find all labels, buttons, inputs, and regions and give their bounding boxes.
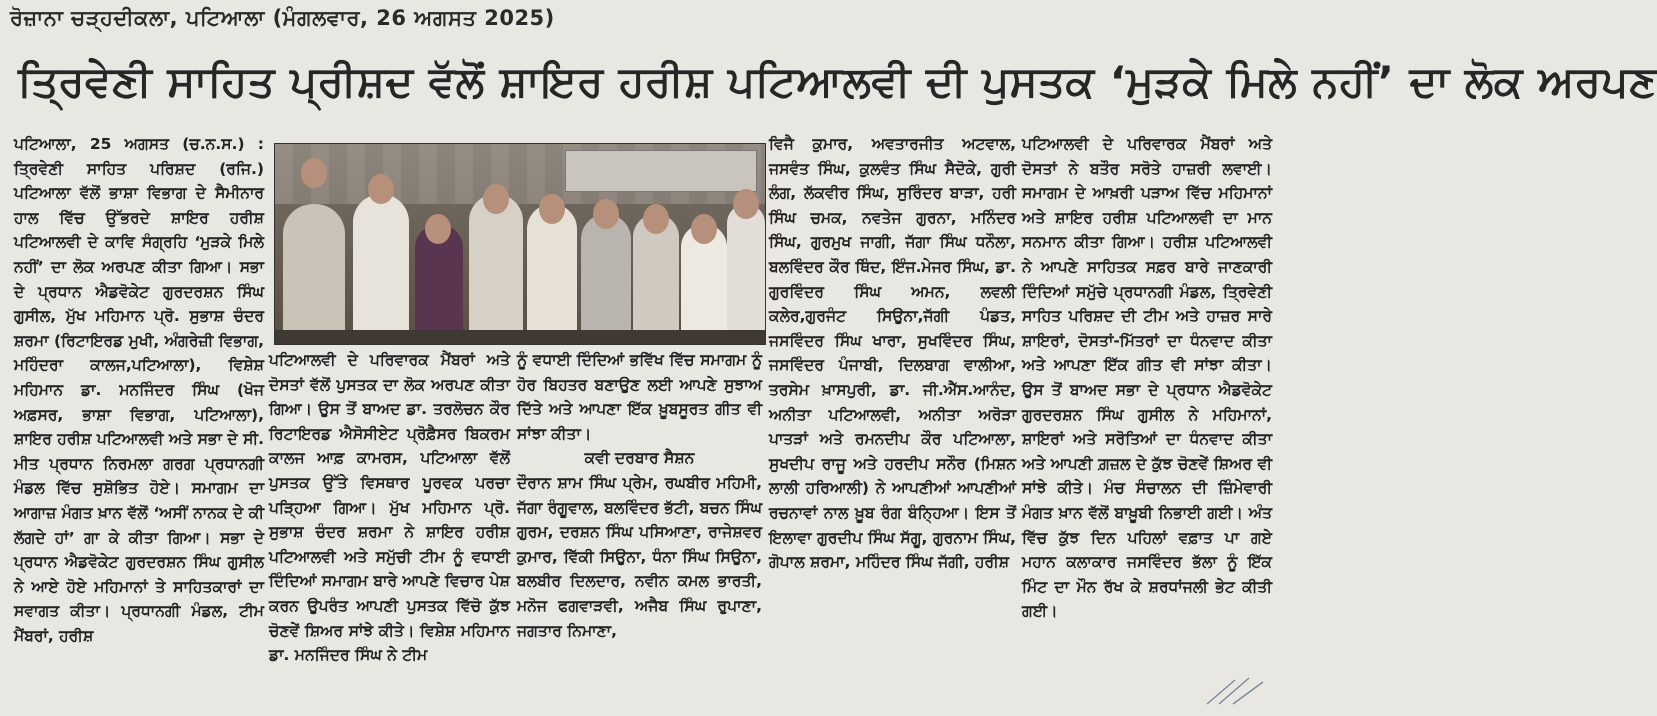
photo-person-head (425, 214, 451, 244)
column-1-text: ਪਟਿਆਲਾ, 25 ਅਗਸਤ (ਚ.ਨ.ਸ.) : ਤ੍ਰਿਵੇਣੀ ਸਾਹਿਤ ਪਰਿਸ਼ਦ (ਰਜਿ.) ਪਟਿਆਲਾ ਵੱਲੋਂ ਭਾਸ਼ਾ ਵਿਭਾਗ ਦੇ ਸੈਮੀਨਾਰ ਹਾਲ ਵਿੱਚ ਉੱਭਰਦੇ ਸ਼ਾਇਰ ਹਰੀਸ਼ ਪਟਿਆਲਵੀ ਦੇ ਕਾਵਿ ਸੰਗ੍ਰਹਿ ‘ਮੁੜਕੇ ਮਿਲੇ ਨਹੀਂ’ ਦਾ ਲੋਕ ਅਰਪਣ ਕੀਤਾ ਗਿਆ। ਸਭਾ ਦੇ ਪ੍ਰਧਾਨ ਐਡਵੋਕੇਟ ਗੁਰਦਰਸ਼ਨ ਸਿੰਘ ਗੁਸੀਲ, ਮੁੱਖ ਮਹਿਮਾਨ ਪ੍ਰੋ. ਸੁਭਾਸ਼ ਚੰਦਰ ਸ਼ਰਮਾ (ਰਿਟਾਇਰਡ ਮੁਖੀ, ਅੰਗਰੇਜ਼ੀ ਵਿਭਾਗ, ਮਹਿੰਦਰਾ ਕਾਲਜ,ਪਟਿਆਲਾ), ਵਿਸ਼ੇਸ਼ ਮਹਿਮਾਨ ਡਾ. ਮਨਜਿੰਦਰ ਸਿੰਘ (ਖੋਜ ਅਫ਼ਸਰ, ਭਾਸ਼ਾ ਵਿਭਾਗ, ਪਟਿਆਲਾ), ਸ਼ਾਇਰ ਹਰੀਸ਼ ਪਟਿਆਲਵੀ ਅਤੇ ਸਭਾ ਦੇ ਸੀ. ਮੀਤ ਪ੍ਰਧਾਨ ਨਿਰਮਲਾ ਗਰਗ ਪ੍ਰਧਾਨਗੀ ਮੰਡਲ ਵਿੱਚ ਸੁਸ਼ੋਭਿਤ ਹੋਏ। ਸਮਾਗਮ ਦਾ ਆਗਾਜ਼ ਮੰਗਤ ਖ਼ਾਨ ਵੱਲੋਂ ‘ਅਸੀਂ ਨਾਨਕ ਦੇ ਕੀ ਲੱਗਦੇ ਹਾਂ’ ਗਾ ਕੇ ਕੀਤਾ ਗਿਆ। ਸਭਾ ਦੇ ਪ੍ਰਧਾਨ ਐਡਵੋਕੇਟ ਗੁਰਦਰਸ਼ਨ ਸਿੰਘ ਗੁਸੀਲ ਨੇ ਆਏ ਹੋਏ ਮਹਿਮਾਨਾਂ ਤੇ ਸਾਹਿਤਕਾਰਾਂ ਦਾ ਸਵਾਗਤ ਕੀਤਾ। ਪ੍ਰਧਾਨਗੀ ਮੰਡਲ, ਟੀਮ ਮੈਂਬਰਾਂ, ਹਰੀਸ਼ (14, 135, 264, 645)
event-photo (274, 143, 766, 345)
photo-person-head (368, 174, 394, 204)
masthead: ਰੋਜ਼ਾਨਾ ਚੜ੍ਹਦੀਕਲਾ, ਪਟਿਆਲਾ (ਮੰਗਲਵਾਰ, 26 ਅਗਸਤ 2025) (10, 6, 555, 30)
photo-person-head (733, 189, 759, 219)
column-3-text-c: ਦੌਰਾਨ ਸ਼ਾਮ ਸਿੰਘ ਪ੍ਰੇਮ, ਰਘਬੀਰ ਮਹਿਮੀ, ਜੱਗਾ ਰੰਗੂਵਾਲ, ਬਲਵਿੰਦਰ ਭੱਟੀ, ਬਚਨ ਸਿੰਘ ਗੁਰਮ, ਦਰਸ਼ਨ ਸਿੰਘ ਪਸਿਆਣਾ, ਰਾਜੇਸ਼ਵਰ ਕੁਮਾਰ, ਵਿੱਕੀ ਸਿਉਨਾ, ਧੰਨਾ ਸਿੰਘ ਸਿਉਨਾ, ਬਲਬੀਰ ਦਿਲਦਾਰ, ਨਵੀਨ ਕਮਲ ਭਾਰਤੀ, ਮਨੋਜ ਫਗਵਾੜਵੀ, ਅਜੈਬ ਸਿੰਘ ਰੁਪਾਣਾ, ਜਗਤਾਰ ਨਿਮਾਣਾ, (517, 473, 762, 640)
article-column-3 (517, 348, 762, 712)
column-4-text: ਵਿਜੈ ਕੁਮਾਰ, ਅਵਤਾਰਜੀਤ ਅਟਵਾਲ, ਜਸਵੰਤ ਸਿੰਘ, ਕੁਲਵੰਤ ਸਿੰਘ ਸੈਦੋਕੇ, ਗੁਰੀ ਲੰਗ, ਲੱਕਵੀਰ ਸਿੰਘ, ਸੁਰਿੰਦਰ ਬਾੜਾ, ਹਰੀ ਸਿੰਘ ਚਮਕ, ਨਵਤੇਜ ਗੁਰਨਾ, ਮਨਿੰਦਰ ਸਿੰਘ, ਗੁਰਮੁਖ ਜਾਗੀ, ਜੱਗਾ ਸਿੰਘ ਧਨੌਲਾ, ਬਲਵਿੰਦਰ ਕੌਰ ਥਿੰਦ, ਇੰਜ.ਮੇਜਰ ਸਿੰਘ, ਡਾ. ਗੁਰਵਿੰਦਰ ਸਿੰਘ ਅਮਨ, ਲਵਲੀ ਕਲੇਰ,ਗੁਰਜੰਟ ਸਿਉਨਾ,ਜੱਗੀ ਪੰਡਤ, ਜਸਵਿੰਦਰ ਸਿੰਘ ਖਾਰਾ, ਸੁਖਵਿੰਦਰ ਸਿੰਘ, ਜਸਵਿੰਦਰ ਪੰਜਾਬੀ, ਦਿਲਬਾਗ ਵਾਲੀਆ, ਤਰਸੇਮ ਖ਼ਾਸਪੁਰੀ, ਡਾ. ਜੀ.ਐੱਸ.ਆਨੰਦ, ਅਨੀਤਾ ਪਟਿਆਲਵੀ, ਅਨੀਤਾ ਅਰੋੜਾ ਪਾਤੜਾਂ ਅਤੇ ਰਮਨਦੀਪ ਕੌਰ ਪਟਿਆਲਾ, ਸੁਖਦੀਪ ਰਾਜੂ ਅਤੇ ਹਰਦੀਪ ਸਨੌਰ (ਮਿਸ਼ਨ ਲਾਲੀ ਹਰਿਆਲੀ) ਨੇ ਆਪਣੀਆਂ ਆਪਣੀਆਂ ਰਚਨਾਵਾਂ ਨਾਲ ਖ਼ੂਬ ਰੰਗ ਬੰਨ੍ਹਿਆ। ਇਸ ਤੋਂ ਇਲਾਵਾ ਗੁਰਦੀਪ ਸਿੰਘ ਸੱਗੂ, ਗੁਰਨਾਮ ਸਿੰਘ, ਗੋਪਾਲ ਸ਼ਰਮਾ, ਮਹਿੰਦਰ ਸਿੰਘ ਜੱਗੀ, ਹਰੀਸ਼ (769, 135, 1016, 572)
photo-banner (565, 150, 757, 192)
column-2-text: ਪਟਿਆਲਵੀ ਦੇ ਪਰਿਵਾਰਕ ਮੈਂਬਰਾਂ ਅਤੇ ਦੋਸਤਾਂ ਵੱਲੋਂ ਪੁਸਤਕ ਦਾ ਲੋਕ ਅਰਪਣ ਕੀਤਾ ਗਿਆ। ਉਸ ਤੋਂ ਬਾਅਦ ਡਾ. ਤਰਲੋਚਨ ਕੌਰ ਰਿਟਾਇਰਡ ਐਸੋਸੀਏਟ ਪ੍ਰੋਫ਼ੈਸਰ ਬਿਕਰਮ ਕਾਲਜ ਆਫ਼ ਕਾਮਰਸ, ਪਟਿਆਲਾ ਵੱਲੋਂ ਪੁਸਤਕ ਉੱਤੇ ਵਿਸਥਾਰ ਪੂਰਵਕ ਪਰਚਾ ਪੜ੍ਹਿਆ ਗਿਆ। ਮੁੱਖ ਮਹਿਮਾਨ ਪ੍ਰੋ. ਸੁਭਾਸ਼ ਚੰਦਰ ਸ਼ਰਮਾ ਨੇ ਸ਼ਾਇਰ ਹਰੀਸ਼ ਪਟਿਆਲਵੀ ਅਤੇ ਸਮੁੱਚੀ ਟੀਮ ਨੂੰ ਵਧਾਈ ਦਿੰਦਿਆਂ ਸਮਾਗਮ ਬਾਰੇ ਆਪਣੇ ਵਿਚਾਰ ਪੇਸ਼ ਕਰਨ ਉਪਰੰਤ ਆਪਣੀ ਪੁਸਤਕ ਵਿੱਚੋ ਕੁੱਝ ਚੋਣਵੇਂ ਸ਼ਿਅਰ ਸਾਂਝੇ ਕੀਤੇ। ਵਿਸ਼ੇਸ਼ ਮਹਿਮਾਨ ਡਾ. ਮਨਜਿੰਦਰ ਸਿੰਘ ਨੇ ਟੀਮ (269, 351, 510, 665)
column-3-text-a: ਨੂੰ ਵਧਾਈ ਦਿੰਦਿਆਂ ਭਵਿੱਖ ਵਿੱਚ ਸਮਾਗਮ ਨੂੰ ਹੋਰ ਬਿਹਤਰ ਬਣਾਉਣ ਲਈ ਆਪਣੇ ਸੁਝਾਅ ਦਿੱਤੇ ਅਤੇ ਆਪਣਾ ਇੱਕ ਖ਼ੂਬਸੂਰਤ ਗੀਤ ਵੀ ਸਾਂਝਾ ਕੀਤਾ। (517, 351, 762, 443)
article-column-2 (269, 348, 510, 712)
photo-person-head (593, 199, 619, 229)
column-5-text: ਪਟਿਆਲਵੀ ਦੇ ਪਰਿਵਾਰਕ ਮੈਂਬਰਾਂ ਅਤੇ ਦੋਸਤਾਂ ਨੇ ਬਤੌਰ ਸਰੋਤੇ ਹਾਜ਼ਰੀ ਲਵਾਈ। ਸਮਾਗਮ ਦੇ ਆਖ਼ਰੀ ਪੜਾਅ ਵਿੱਚ ਮਹਿਮਾਨਾਂ ਅਤੇ ਸ਼ਾਇਰ ਹਰੀਸ਼ ਪਟਿਆਲਵੀ ਦਾ ਮਾਨ ਸਨਮਾਨ ਕੀਤਾ ਗਿਆ। ਹਰੀਸ਼ ਪਟਿਆਲਵੀ ਨੇ ਆਪਣੇ ਸਾਹਿਤਕ ਸਫ਼ਰ ਬਾਰੇ ਜਾਣਕਾਰੀ ਦਿੰਦਿਆਂ ਸਮੁੱਚੇ ਪ੍ਰਧਾਨਗੀ ਮੰਡਲ, ਤ੍ਰਿਵੇਣੀ ਸਾਹਿਤ ਪਰਿਸ਼ਦ ਦੀ ਟੀਮ ਅਤੇ ਹਾਜ਼ਰ ਸਾਰੇ ਸ਼ਾਇਰਾਂ, ਦੋਸਤਾਂ-ਮਿੱਤਰਾਂ ਦਾ ਧੰਨਵਾਦ ਕੀਤਾ ਅਤੇ ਆਪਣਾ ਇੱਕ ਗੀਤ ਵੀ ਸਾਂਝਾ ਕੀਤਾ। ਉਸ ਤੋਂ ਬਾਅਦ ਸਭਾ ਦੇ ਪ੍ਰਧਾਨ ਐਡਵੋਕੇਟ ਗੁਰਦਰਸ਼ਨ ਸਿੰਘ ਗੁਸੀਲ ਨੇ ਮਹਿਮਾਨਾਂ, ਸ਼ਾਇਰਾਂ ਅਤੇ ਸਰੋਤਿਆਂ ਦਾ ਧੰਨਵਾਦ ਕੀਤਾ ਅਤੇ ਆਪਣੀ ਗ਼ਜ਼ਲ ਦੇ ਕੁੱਝ ਚੋਣਵੇਂ ਸ਼ਿਅਰ ਵੀ ਸਾਂਝੇ ਕੀਤੇ। ਮੰਚ ਸੰਚਾਲਨ ਦੀ ਜ਼ਿੰਮੇਵਾਰੀ ਮੰਗਤ ਖ਼ਾਨ ਵੱਲੋਂ ਬਾਖ਼ੂਬੀ ਨਿਭਾਈ ਗਈ। ਅੰਤ ਵਿੱਚ ਕੁੱਝ ਦਿਨ ਪਹਿਲਾਂ ਵਫ਼ਾਤ ਪਾ ਗਏ ਮਹਾਨ ਕਲਾਕਾਰ ਜਸਵਿੰਦਰ ਭੱਲਾ ਨੂੰ ਇੱਕ ਮਿੰਟ ਦਾ ਮੌਨ ਰੱਖ ਕੇ ਸ਼ਰਧਾਂਜਲੀ ਭੇਟ ਕੀਤੀ ਗਈ। (1022, 135, 1272, 621)
photo-person-head (539, 194, 565, 224)
scratch-mark-icon (1205, 676, 1265, 706)
article-column-4 (769, 132, 1016, 712)
photo-person-head (643, 204, 669, 234)
photo-person (581, 214, 631, 344)
photo-person-head (483, 184, 509, 214)
photo-person-head (301, 158, 327, 188)
photo-person (469, 194, 523, 344)
photo-person-head (691, 214, 717, 244)
headline: ਤ੍ਰਿਵੇਣੀ ਸਾਹਿਤ ਪ੍ਰੀਸ਼ਦ ਵੱਲੋਂ ਸ਼ਾਇਰ ਹਰੀਸ਼ ਪਟਿਆਲਵੀ ਦੀ ਪੁਸਤਕ ‘ਮੁੜਕੇ ਮਿਲੇ ਨਹੀਂ’ ਦਾ ਲੋਕ ਅਰਪਣ (18, 57, 1657, 106)
photo-person (527, 204, 577, 344)
column-3-subhead: ਕਵੀ ਦਰਬਾਰ ਸੈਸ਼ਨ (584, 449, 695, 468)
photo-person (283, 204, 345, 344)
photo-table (275, 330, 765, 344)
article-column-1 (14, 132, 264, 712)
article-column-5 (1022, 132, 1272, 712)
photo-person (353, 194, 409, 344)
photo-person (727, 204, 765, 344)
